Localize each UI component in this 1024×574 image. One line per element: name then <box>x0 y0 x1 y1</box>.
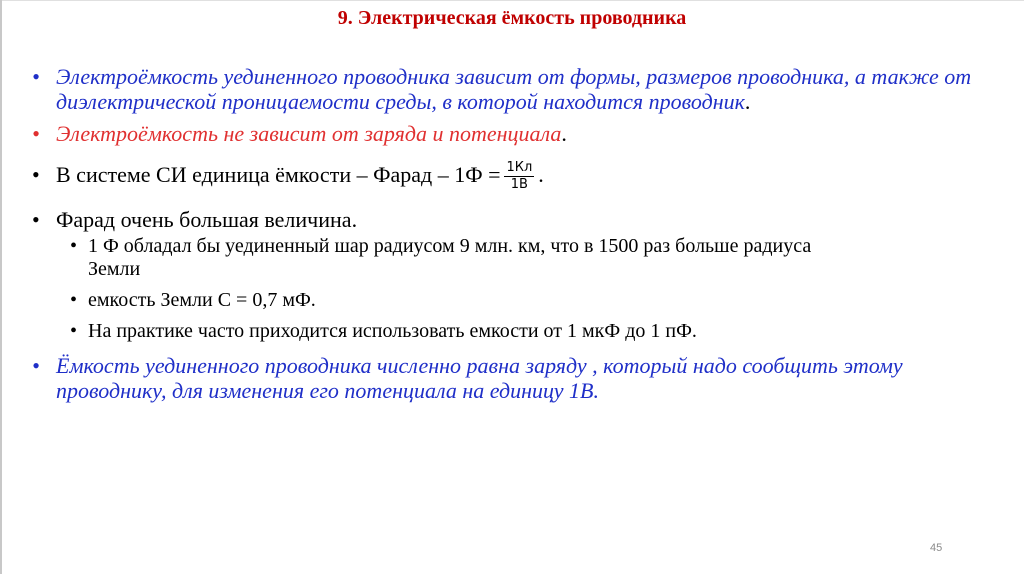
item-text: Электроёмкость не зависит от заряда и потенциала <box>56 121 562 146</box>
bullet-marker: • <box>70 235 78 258</box>
sub-item-practice <box>30 320 990 343</box>
fraction-denominator: 1В <box>510 177 528 193</box>
bullet-marker: • <box>32 162 40 187</box>
item-end: . <box>351 207 358 233</box>
bullet-marker: • <box>70 320 78 343</box>
sub-item-earth-capacity <box>30 289 990 312</box>
slide-content <box>30 64 990 403</box>
bullet-item-farad-large <box>30 207 990 232</box>
item-end: . <box>538 162 544 187</box>
bullet-item-dependence <box>30 64 990 114</box>
sub-item-sphere <box>30 235 990 281</box>
item-text: Электроёмкость уединенного проводника зависит от формы, размеров проводника, а также от диэлектрической проницаемости среды, в которой находится проводник <box>56 64 972 114</box>
bullet-marker: • <box>32 353 40 379</box>
farad-fraction <box>504 160 534 193</box>
bullet-marker: • <box>70 289 78 312</box>
page-number: 45 <box>930 542 943 554</box>
item-text: 1 Ф обладал бы уединенный шар радиусом 9 млн. км, что в 1500 раз больше радиуса Земли <box>88 235 812 281</box>
slide-top-border <box>0 0 1024 1</box>
item-end: . <box>561 121 567 146</box>
item-text: Фарад очень большая величина <box>56 207 352 233</box>
slide-title: 9. Электрическая ёмкость проводника <box>337 7 687 29</box>
bullet-marker: • <box>32 64 40 89</box>
bullet-item-independence <box>30 121 990 146</box>
bullet-item-si-unit <box>30 158 990 193</box>
item-text: Ёмкость уединенного проводника численно равна заряду , который надо сообщить этому проводнику, для изменения его потенциала на единицу 1В. <box>56 353 903 404</box>
item-text: На практике часто приходится использовать емкости от 1 мкФ до 1 пФ. <box>88 320 697 343</box>
item-end: . <box>744 89 751 114</box>
item-text: емкость Земли С = 0,7 мФ. <box>88 289 316 312</box>
bullet-marker: • <box>32 121 40 146</box>
slide-left-border <box>0 0 2 574</box>
item-text: В системе СИ единица ёмкости – Фарад – 1Ф = <box>56 162 501 187</box>
bullet-marker: • <box>32 207 40 233</box>
bullet-item-definition <box>30 353 990 403</box>
fraction-numerator: 1Кл <box>506 160 533 176</box>
